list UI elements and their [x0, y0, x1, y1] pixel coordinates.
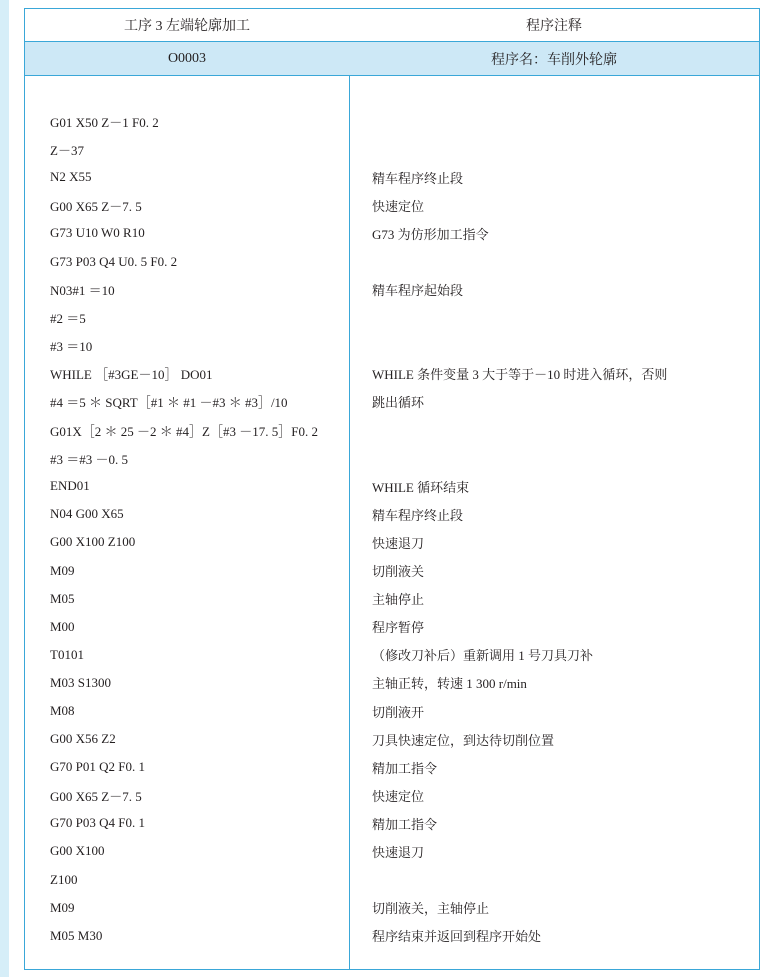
- left-margin-band: [0, 0, 9, 977]
- table-row: [25, 922, 759, 950]
- table-row: [25, 894, 759, 922]
- code-line: N04 G00 X65: [50, 506, 124, 522]
- code-line: G70 P01 Q2 F0. 1: [50, 759, 145, 775]
- code-note: WHILE 循环结束: [372, 479, 470, 495]
- code-line: M09: [50, 899, 75, 915]
- code-line: M05: [50, 590, 75, 606]
- code-line: G00 X100: [50, 843, 105, 859]
- code-note: 刀具快速定位，到达待切削位置: [372, 732, 555, 748]
- code-note: 快速定位: [372, 788, 425, 804]
- code-line: M05 M30: [50, 927, 103, 943]
- table-row: [25, 697, 759, 725]
- table-row: [25, 472, 759, 500]
- code-line: #3 ＝10: [50, 339, 93, 355]
- code-line: Z－37: [50, 142, 84, 158]
- header-notes-title: 程序注释: [526, 19, 582, 34]
- table-row: [25, 809, 759, 837]
- code-line: G73 P03 Q4 U0. 5 F0. 2: [50, 253, 178, 269]
- code-note: 快速退刀: [372, 535, 425, 551]
- code-note: 精加工指令: [372, 760, 438, 776]
- code-line: M03 S1300: [50, 674, 112, 690]
- table-row: [25, 781, 759, 809]
- code-note: 精加工指令: [372, 816, 438, 832]
- header-process-title: 工序 3 左端轮廓加工: [124, 19, 250, 34]
- code-line: WHILE ［#3GE－10］ DO01: [50, 367, 213, 383]
- table-row: [25, 191, 759, 219]
- code-line: G00 X56 Z2: [50, 731, 116, 747]
- code-line: M08: [50, 703, 75, 719]
- table-row: [25, 641, 759, 669]
- code-note: 精车程序终止段: [372, 170, 464, 186]
- table-row: [25, 388, 759, 416]
- program-body: [25, 107, 759, 950]
- code-line: M09: [50, 562, 75, 578]
- code-note: WHILE 条件变量 3 大于等于－10 时进入循环，否则: [372, 367, 668, 383]
- table-row: [25, 163, 759, 191]
- code-line: Z100: [50, 871, 78, 887]
- code-note: 精车程序起始段: [372, 283, 464, 299]
- code-line: G01 X50 Z－1 F0. 2: [50, 114, 159, 130]
- code-line: G00 X65 Z－7. 5: [50, 788, 142, 804]
- table-row: [25, 135, 759, 163]
- code-note: 程序结束并返回到程序开始处: [372, 929, 542, 945]
- program-name: 程序名：车削外轮廓: [491, 52, 617, 68]
- code-line: G00 X65 Z－7. 5: [50, 198, 142, 214]
- table-row: [25, 837, 759, 865]
- code-note: 快速定位: [372, 198, 425, 214]
- table-row: [25, 332, 759, 360]
- table-row: [25, 219, 759, 247]
- code-note: 快速退刀: [372, 844, 425, 860]
- code-line: T0101: [50, 646, 84, 662]
- code-note: 主轴停止: [372, 592, 425, 608]
- program-number: O0003: [167, 50, 207, 66]
- table-row: [25, 725, 759, 753]
- code-note: 切削液关: [372, 564, 425, 580]
- table-row: [25, 360, 759, 388]
- table-row: [25, 528, 759, 556]
- table-row: [25, 866, 759, 894]
- table-row: [25, 753, 759, 781]
- table-row: [25, 613, 759, 641]
- program-table: [24, 8, 760, 970]
- code-note: G73 为仿形加工指令: [372, 226, 489, 242]
- table-row: [25, 416, 759, 444]
- code-line: N03#1 ＝10: [50, 283, 115, 299]
- table-row: [25, 304, 759, 332]
- code-line: G01X［2 ＊ 25 －2 ＊ #4］Z［#3 －17. 5］F0. 2: [50, 423, 318, 439]
- table-row: [25, 247, 759, 275]
- code-line: END01: [50, 478, 90, 494]
- code-note: 切削液关，主轴停止: [372, 901, 490, 917]
- code-line: G70 P03 Q4 F0. 1: [50, 815, 145, 831]
- code-note: 切削液开: [372, 704, 425, 720]
- table-row: [25, 444, 759, 472]
- code-line: G00 X100 Z100: [50, 534, 136, 550]
- table-row: [25, 500, 759, 528]
- code-note: 主轴正转，转速 1 300 r/min: [372, 676, 527, 692]
- table-row: [25, 585, 759, 613]
- code-note: 程序暂停: [372, 620, 425, 636]
- table-header-row: [25, 9, 759, 42]
- code-note: 跳出循环: [372, 395, 425, 411]
- code-line: M00: [50, 618, 75, 634]
- code-note: 精车程序终止段: [372, 507, 464, 523]
- code-note: （修改刀补后）重新调用 1 号刀具刀补: [372, 648, 594, 664]
- program-id-row: [25, 42, 759, 76]
- code-line: N2 X55: [50, 169, 92, 185]
- table-row: [25, 276, 759, 304]
- code-line: G73 U10 W0 R10: [50, 225, 145, 241]
- code-line: #4 ＝5 ＊ SQRT［#1 ＊ #1 －#3 ＊ #3］/10: [50, 395, 288, 411]
- table-row: [25, 557, 759, 585]
- table-row: [25, 669, 759, 697]
- code-line: #3 ＝#3 －0. 5: [50, 451, 129, 467]
- code-line: #2 ＝5: [50, 311, 86, 327]
- table-row: [25, 107, 759, 135]
